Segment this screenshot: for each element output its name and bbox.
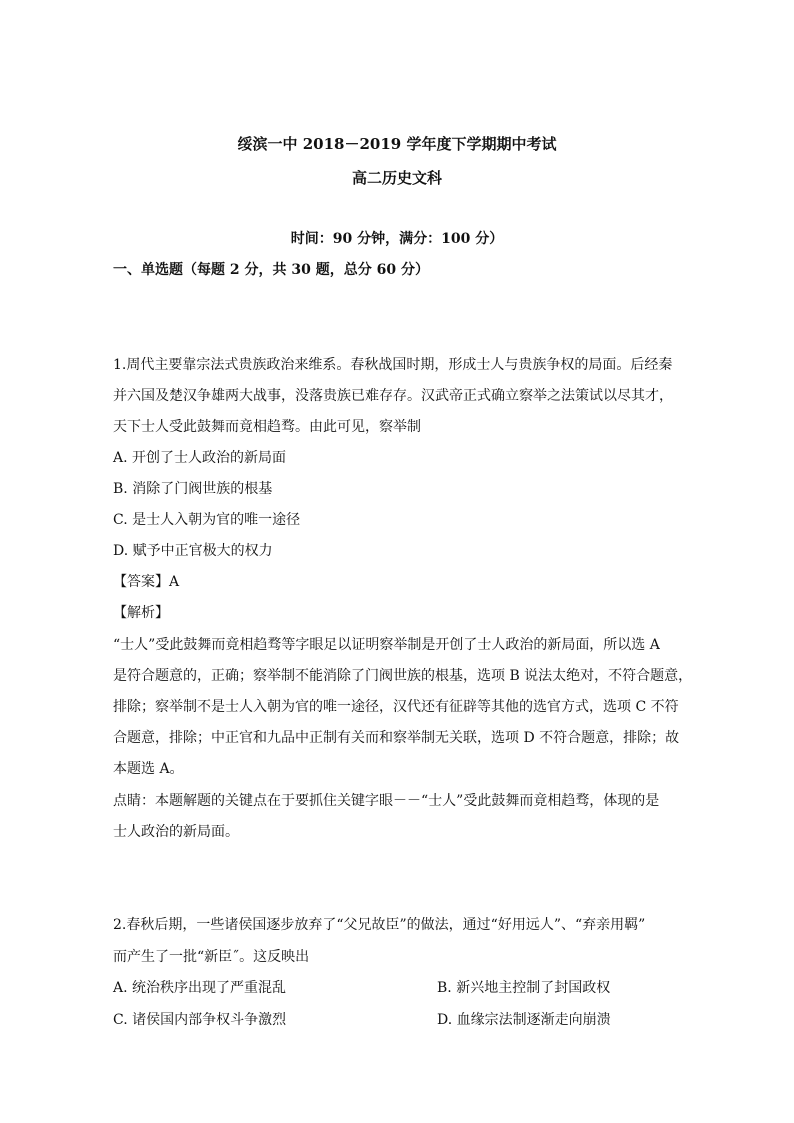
question-stem-line: 而产生了一批“新臣˝。这反映出	[113, 949, 310, 965]
question-stem-line: 2.春秋后期，一些诸侯国逐步放弃了“父兄故臣”的做法，通过“好用远人”、“弃亲用羁”	[113, 917, 646, 933]
analysis-line: 排除；察举制不是士人入朝为官的唯一途径，汉代还有征辟等其他的选官方式，选项 C 不符	[113, 699, 679, 715]
exam-subtitle: 高二历史文科	[351, 169, 442, 187]
option-b: B. 消除了门阀世族的根基	[113, 481, 273, 497]
tip-line: 点睛：本题解题的关键点在于要抓住关键字眼－－“士人”受此鼓舞而竟相趋骛，体现的是	[113, 793, 660, 809]
analysis-label: 【解析】	[113, 605, 169, 621]
option-a: A. 开创了士人政治的新局面	[113, 450, 287, 466]
option-b: B. 新兴地主控制了封国政权	[437, 980, 611, 996]
exam-title: 绥滨一中 2018－2019 学年度下学期期中考试	[237, 135, 557, 153]
tip-line: 士人政治的新局面。	[113, 824, 239, 840]
option-d: D. 赋予中正官极大的权力	[113, 543, 273, 559]
option-c: C. 是士人入朝为官的唯一途径	[113, 512, 301, 528]
analysis-line: 是符合题意的，正确；察举制不能消除了门阀世族的根基，选项 B 说法太绝对，不符合题意，	[113, 668, 693, 684]
analysis-line: 合题意，排除；中正官和九品中正制有关而和察举制无关联，选项 D 不符合题意，排除；故	[113, 730, 680, 746]
question-stem-line: 天下士人受此鼓舞而竟相趋骛。由此可见，察举制	[113, 419, 421, 435]
analysis-line: 本题选 A。	[113, 761, 184, 777]
option-a: A. 统治秩序出现了严重混乱	[113, 980, 287, 996]
answer-label: 【答案】A	[113, 574, 180, 590]
exam-info: 时间：90 分钟，满分：100 分）	[290, 231, 504, 247]
section-heading: 一、单选题（每题 2 分，共 30 题，总分 60 分）	[113, 262, 429, 278]
question-stem-line: 并六国及楚汉争雄两大战事，没落贵族已难存存。汉武帝正式确立察举之法策试以尽其才，	[113, 388, 673, 404]
analysis-line: “士人”受此鼓舞而竟相趋骛等字眼足以证明察举制是开创了士人政治的新局面，所以选 A	[113, 637, 660, 653]
question-stem-line: 1.周代主要靠宗法式贵族政治来维系。春秋战国时期，形成士人与贵族争权的局面。后经秦	[113, 357, 673, 373]
option-d: D. 血缘宗法制逐渐走向崩溃	[437, 1012, 611, 1028]
option-c: C. 诸侯国内部争权斗争激烈	[113, 1012, 287, 1028]
